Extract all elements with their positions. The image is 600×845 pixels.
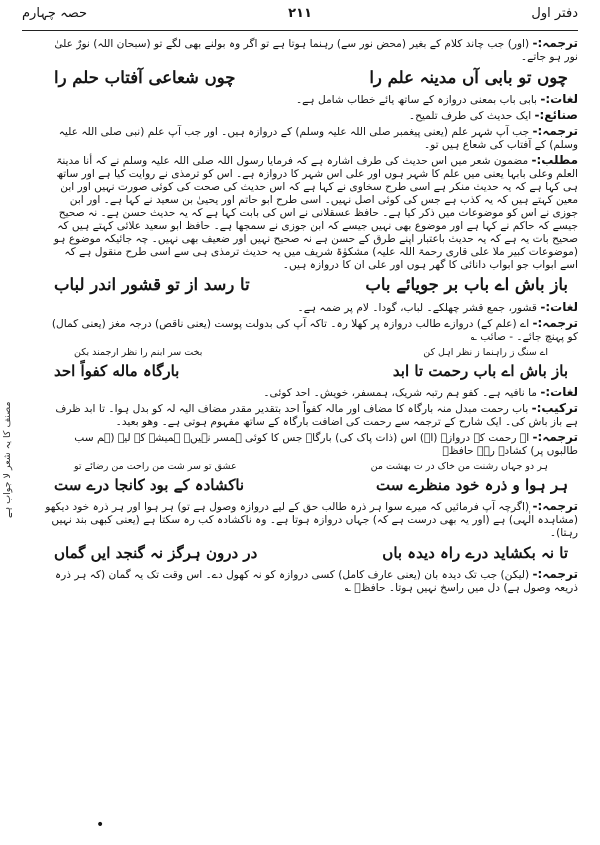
grammar-paragraph xyxy=(44,401,578,429)
couplet-first-half: ہر ہوا و ذرہ خود منظرے ست xyxy=(376,476,568,495)
couplet-second-half: چوں شعاعی آفتاب حلم را xyxy=(54,67,236,87)
section-label: ترجمہ:- xyxy=(532,429,578,444)
paragraph-text: (لیکن) جب تک دیدہ بان (یعنی عارف کامل) کسی دروازہ کو نہ کھول دے۔ اس وقت تک یہ گمان (کہ ہر ذرہ ذریعہ وصول ہے) دل میں راسخ نہیں ہوتا۔ حافظؒ ؎ xyxy=(54,568,578,594)
translation-paragraph xyxy=(44,316,578,344)
couplet xyxy=(54,362,568,381)
page-body xyxy=(44,36,578,595)
section-label: ترجمہ:- xyxy=(532,316,578,330)
handwritten-margin-note: مصنف کا یہ شعر لا جواب ہے xyxy=(2,401,13,519)
section-label: مطلب:- xyxy=(531,153,578,168)
couplet-second-half: ناکشادہ کے بود کانجا درے ست xyxy=(54,476,245,495)
section-label: صنائع:- xyxy=(534,108,578,123)
vocabulary-paragraph xyxy=(44,92,578,107)
couplet-first-half: تا نہ بکشاید درے راہ دیدہ باں xyxy=(382,543,568,562)
paragraph-text: قشور، جمع قشر چھلکے۔ لباب، گودا۔ لام پر ضمہ ہے۔ xyxy=(297,302,537,315)
gloss-second: عشق تو سر شت من راحت من رضائے تو xyxy=(74,460,237,472)
couplet-first-half: چوں تو بابی آں مدینہ علم را xyxy=(369,67,568,87)
paragraph-text: بابی باب بمعنی دروازہ کے ساتھ یائے خطاب شامل ہے۔ xyxy=(295,94,537,107)
paragraph-text: مضمون شعر میں اس حدیث کی طرف اشارہ ہے کہ فرمایا رسول اللہ صلی اللہ علیہ وسلم نے کہ أنا مدینۃ العلم وعلی بابہا یعنی میں علم کا شہر ہوں اور علی اس شہر کا دروازہ ہے۔ اس کو ترمذی نے روایت کیا ہے اور ساتھ ہی کہا ہے کہ یہ حدیث منکر ہے اسی طرح سخاوی نے کہا ہے کہ اس حدیث کی صحت کی کوئی صورت نہیں اور ابن معین کہتے ہیں کہ یہ کذب ہے جس کی کوئی اصل نہیں۔ اسی طرح ابو حاتم اور یحییٰ بن سعید نے کہا ہے۔ اور ابن جوزی نے اس کو موضوعات میں ذکر کیا ہے۔ حافظ عسقلانی نے اس کی بابت کہا ہے کہ یہ حدیث حسن ہے۔ نہ صحیح جیسے کہ حاکم نے کہا ہے اور موضوع بھی نہیں جیسے کہ ابن جوزی نے سمجھا ہے۔ حافظ ابو سعید علائی کہتے ہیں کہ صحیح بات یہ ہے کہ یہ حدیث باعتبار اپنے طرق کے حسن ہے نہ صحیح نہیں اور ضعیف بھی نہیں۔ چہ جائیکہ موضوع ہو (موضوعات کبیر ملا علی قاری رحمۃ اللہ علیہ) مشکوٰۃ شریف میں یہ حدیث ترمذی ہی سے اسی طرح منقول ہے کہ اسے ابواب جو ابواب دانائی کا گھر ہوں اور علی ان کا دروازہ ہیں۔ xyxy=(53,155,578,271)
section-label: لغات:- xyxy=(540,385,578,400)
section-label: ترجمہ:- xyxy=(532,36,578,50)
translation-paragraph xyxy=(44,567,578,595)
translation-paragraph xyxy=(44,430,578,458)
couplet-first-half: باز باش اے باب بر جویائے باب xyxy=(365,275,568,295)
page-header xyxy=(22,6,578,28)
gloss-second: بخت سر ابنم را نظر ارجمند بکن xyxy=(74,346,203,358)
section-label: ترجمہ:- xyxy=(532,499,578,514)
page-end-dot: • xyxy=(96,817,105,833)
couplet xyxy=(54,544,568,563)
translation-paragraph xyxy=(44,499,578,540)
part-title: حصہ چہارم xyxy=(22,6,87,21)
translation-paragraph xyxy=(44,36,578,64)
couplet-second-half: بارگاہ ماله کفواً احد xyxy=(54,362,180,381)
vocabulary-paragraph xyxy=(44,300,578,315)
gloss-first: ہر دو جہاں رشنت من خاک در ت بهشت من xyxy=(370,460,548,472)
paragraph-text: ما نافیہ ہے۔ کفو ہم رتبہ شریک، ہمسفر، خویش۔ احد کوئی۔ xyxy=(263,387,537,400)
rhetoric-paragraph xyxy=(44,108,578,123)
paragraph-text: اے رحمت کے دروازے (اے) اس (ذات پاک کی) بارگاہ جس کا کوئی ہمسر نہیں۔ ہمیشہ کے لیے (ہم سب طالبوں پر) کشادہ رہ۔ حافظؒ xyxy=(74,431,578,457)
couplet xyxy=(54,68,568,89)
couplet-gloss xyxy=(74,461,548,473)
paragraph-text: باب رحمت مبدل منہ بارگاہ کا مضاف اور مالہ کفواً احد بتقدیر مقدر مضاف الیہ لہ کو بدل ہوا۔ تا ابد ظرف ہے باز باش کی۔ ایک شارح کے ترجمہ سے رحمت کی اضافت بارگاہ کے ساتھ مفہوم ہوتی ہے۔ وھو بعید۔ xyxy=(55,403,578,429)
header-rule xyxy=(22,30,578,31)
couplet-second-half: در درون ہرگز نہ گنجد ایں گماں xyxy=(54,543,258,562)
gloss-first: اے سنگ ز راہنما ز نظر اہل کن xyxy=(423,346,548,358)
paragraph-text: (اور) جب چاند کلام کے بغیر (محض نور سے) رہنما ہوتا ہے تو اگر وہ بولنے بھی لگے تو (سبحان اللہ) نورٌ علیٰ نور ہو جاتے۔ xyxy=(54,38,578,63)
couplet-gloss xyxy=(74,347,548,359)
couplet xyxy=(54,275,568,296)
volume-title: دفتر اول xyxy=(531,6,578,21)
couplet-second-half: تا رسد از تو قشور اندر لباب xyxy=(54,275,250,295)
paragraph-text: جب آپ شہر علم (یعنی پیغمبر صلی اللہ علیہ وسلم) کے دروازہ ہیں۔ اور جب آپ علم (نبی صلی اللہ علیہ وسلم) کے آفتاب کی شعاع ہیں تو۔ xyxy=(58,126,578,152)
paragraph-text: (اگرچہ آپ فرمائیں کہ میرے سوا ہر ذرہ طالب حق کے لیے دروازہ وصول ہے تو) ہر ہوا اور ہر ذرہ خود دیکھو (مشاہدہ الٰہی) ہے (اور یہ بھی درست ہے کہ) جہاں دروازہ ہوتا ہے۔ وہ ناکشادہ کب رہ سکتا ہے (یعنی کبھی بند نہیں رہتا)۔ xyxy=(45,501,578,539)
couplet xyxy=(54,476,568,495)
couplet-first-half: باز باش اے باب رحمت تا ابد xyxy=(392,362,568,381)
vocabulary-paragraph xyxy=(44,385,578,400)
section-label: ترجمہ:- xyxy=(532,124,578,139)
meaning-paragraph xyxy=(44,153,578,271)
section-label: لغات:- xyxy=(540,300,578,315)
section-label: ترجمہ:- xyxy=(532,566,578,581)
translation-paragraph xyxy=(44,124,578,152)
section-label: لغات:- xyxy=(540,92,578,107)
paragraph-text: اے (علم کے) دروازے طالب دروازہ پر کھلا رہ۔ تاکہ آپ کی بدولت پوست (یعنی ناقص) درجہ مغز (یعنی کمال) کو پہنچ جائے۔ - صائب ؎ xyxy=(51,318,578,343)
section-label: ترکیب:- xyxy=(531,401,578,416)
page-number: ۲۱۱ xyxy=(288,6,312,21)
paragraph-text: ایک حدیث کی طرف تلمیح۔ xyxy=(408,110,532,123)
